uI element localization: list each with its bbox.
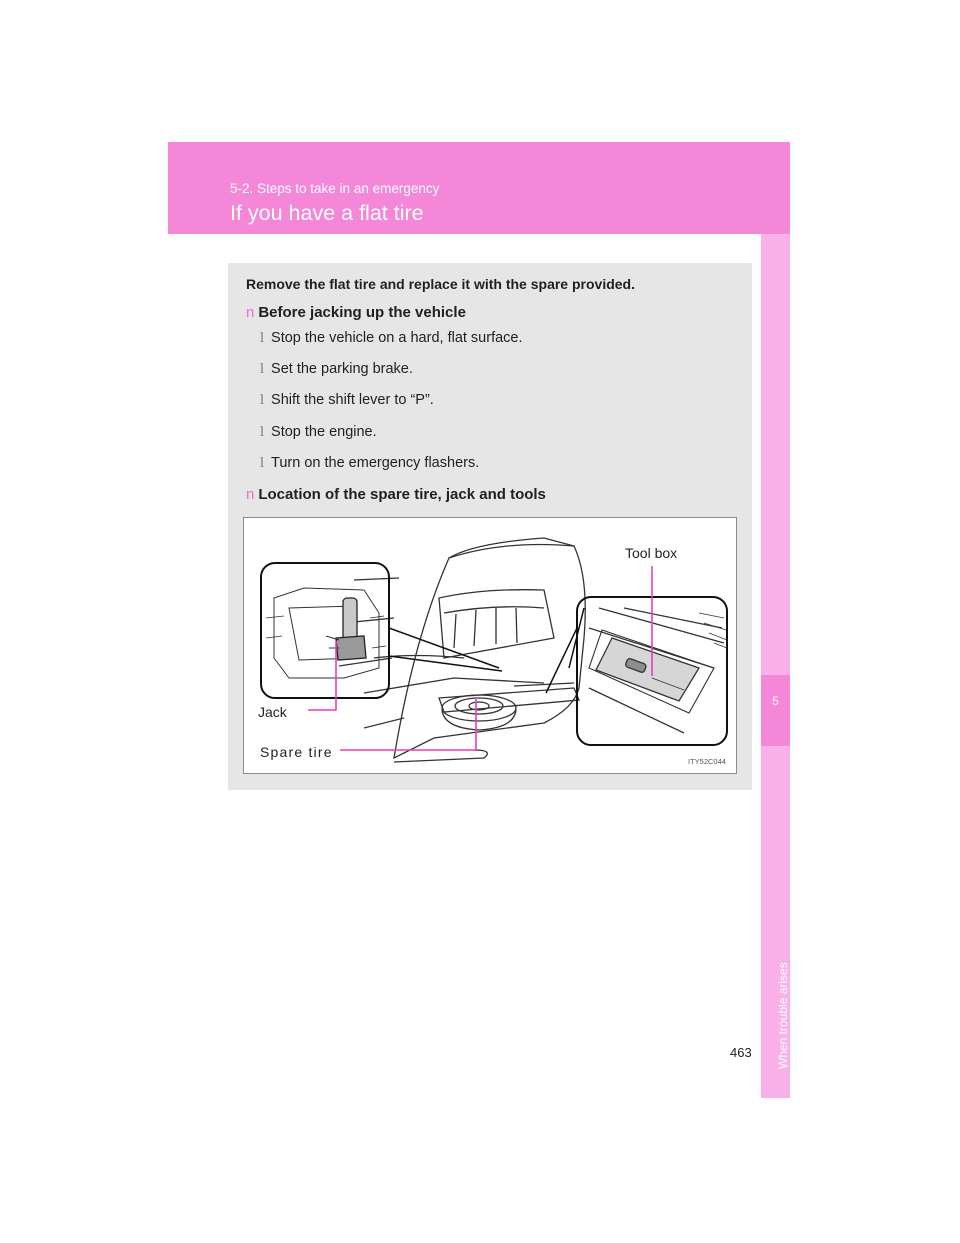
- page-number: 463: [730, 1045, 752, 1060]
- bullet-marker-icon: l: [260, 392, 265, 408]
- chapter-side-tab: [761, 234, 790, 1098]
- chapter-number-box: [761, 675, 790, 746]
- section-heading-before-jacking: [246, 304, 466, 321]
- bullet-marker-icon: l: [260, 424, 265, 440]
- label-spare-tire: Spare tire: [260, 744, 333, 760]
- figure-code: ITY52C044: [688, 757, 726, 766]
- list-item: [260, 424, 377, 441]
- section-heading-text: Before jacking up the vehicle: [258, 304, 466, 321]
- bullet-marker-icon: l: [260, 455, 265, 471]
- bullet-marker-icon: l: [260, 330, 265, 346]
- list-item: [260, 455, 479, 472]
- heading-marker-icon: n: [246, 486, 255, 503]
- list-item-text: Stop the vehicle on a hard, flat surface.: [271, 330, 523, 346]
- intro-text: Remove the flat tire and replace it with the spare provided.: [246, 276, 635, 292]
- page-title: If you have a flat tire: [230, 201, 424, 225]
- spare-tire-location-figure: [243, 517, 737, 774]
- chapter-title: When trouble arises: [776, 962, 790, 1069]
- label-jack: Jack: [258, 704, 287, 720]
- list-item: [260, 392, 434, 409]
- heading-marker-icon: n: [246, 304, 255, 321]
- section-label: 5-2. Steps to take in an emergency: [230, 181, 440, 196]
- chapter-number: 5: [772, 694, 779, 708]
- list-item-text: Shift the shift lever to “P”.: [271, 392, 434, 408]
- list-item-text: Turn on the emergency flashers.: [271, 455, 480, 471]
- bullet-marker-icon: l: [260, 361, 265, 377]
- list-item-text: Set the parking brake.: [271, 361, 413, 377]
- list-item: [260, 330, 523, 347]
- page-header: [168, 142, 790, 234]
- section-heading-text: Location of the spare tire, jack and tools: [258, 486, 546, 503]
- label-tool-box: Tool box: [625, 545, 678, 561]
- list-item: [260, 361, 413, 378]
- list-item-text: Stop the engine.: [271, 424, 377, 440]
- section-heading-location: [246, 486, 546, 503]
